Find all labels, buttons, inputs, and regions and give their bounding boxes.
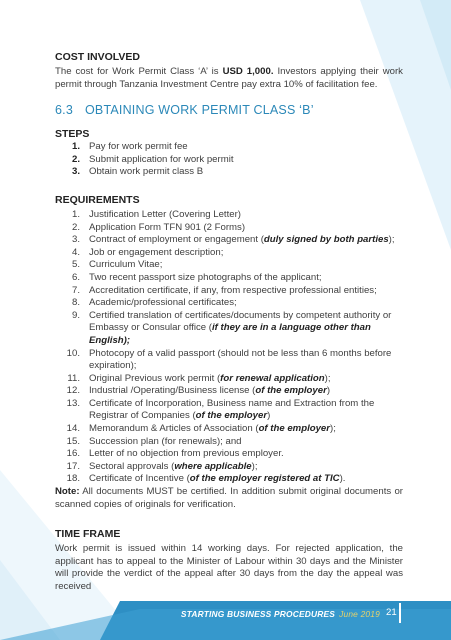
- requirement-text: Certificate of Incorporation, Business name and Extraction from the Registrar of Companies (: [89, 397, 375, 422]
- section-heading: OBTAINING WORK PERMIT CLASS ‘B’: [84, 103, 314, 118]
- requirement-text: Sectoral approvals (: [89, 460, 175, 472]
- cost-text-after: Investors applying their work permit through Tanzania Investment Centre pay extra 10% of facilitation fee.: [55, 66, 403, 90]
- step-item: [55, 166, 403, 179]
- timeframe-heading: TIME FRAME: [55, 528, 121, 541]
- note-text: All documents MUST be certified. In addition submit original documents or scanned copies of originals for verification.: [55, 486, 403, 510]
- step-item: [55, 154, 403, 167]
- step-text: Obtain work permit class B: [89, 166, 204, 178]
- requirement-item: [55, 423, 403, 436]
- timeframe-paragraph: Work permit is issued within 14 working days. For rejected application, the applicant has to appeal to the Minister of Labour within 30 days and the Minister will provide the verdict of the appeal after 30 days from the day the appeal was received: [55, 543, 403, 592]
- requirement-number: 17.: [66, 460, 80, 472]
- requirements-list: [55, 209, 403, 486]
- requirement-number: 10.: [66, 347, 80, 359]
- step-number: 1.: [71, 141, 80, 153]
- requirement-text: Contract of employment or engagement (: [89, 234, 264, 246]
- requirement-item: [55, 259, 403, 272]
- step-text: Pay for work permit fee: [89, 141, 188, 153]
- requirement-text-after: ): [267, 410, 271, 422]
- requirement-number: 6.: [71, 271, 80, 283]
- requirement-text-after: );: [324, 372, 331, 384]
- requirement-number: 12.: [66, 385, 80, 397]
- cost-text: The cost for Work Permit Class ‘A’ is: [55, 66, 223, 77]
- requirement-text: Certificate of Incentive (: [89, 473, 190, 485]
- requirement-text-after: );: [388, 234, 395, 246]
- requirement-item: [55, 398, 403, 423]
- requirement-emphasis: of the employer: [258, 423, 330, 435]
- requirement-number: 9.: [71, 309, 80, 321]
- requirement-text: Job or engagement description;: [89, 246, 224, 258]
- requirement-item: [55, 348, 403, 373]
- cost-amount: USD 1,000.: [222, 66, 274, 77]
- requirement-text: Certified translation of certificates/documents by competent authority or Embassy or Consular office (: [89, 309, 392, 334]
- requirement-item: [55, 234, 403, 247]
- requirement-text: Original Previous work permit (: [89, 372, 221, 384]
- cost-heading: COST INVOLVED: [55, 51, 140, 63]
- requirement-number: 16.: [66, 448, 80, 460]
- requirement-number: 1.: [71, 208, 80, 220]
- footer-title-text: STARTING BUSINESS PROCEDURES: [180, 609, 336, 619]
- requirement-emphasis: duly signed by both parties: [263, 234, 389, 246]
- requirement-number: 8.: [71, 297, 80, 309]
- footer-date: June 2019: [339, 609, 380, 619]
- step-text: Submit application for work permit: [89, 153, 234, 165]
- requirement-item: [55, 473, 403, 486]
- footer-title: [0, 609, 380, 619]
- footer-divider: [399, 603, 401, 623]
- requirement-text: Accreditation certificate, if any, from respective professional entities;: [89, 284, 377, 296]
- requirement-text-after: ): [326, 385, 331, 397]
- requirement-text: Photocopy of a valid passport (should not be less than 6 months before expiration);: [89, 347, 392, 372]
- footer-band: [0, 601, 451, 640]
- requirement-number: 7.: [71, 284, 80, 296]
- requirement-text-after: );: [330, 423, 336, 435]
- requirement-text: Memorandum & Articles of Association (: [89, 423, 259, 435]
- requirement-item: [55, 373, 403, 386]
- requirement-number: 13.: [66, 397, 80, 409]
- requirement-item: [55, 436, 403, 449]
- requirement-item: [55, 285, 403, 298]
- requirement-text-after: ).: [339, 473, 346, 485]
- requirement-emphasis: where applicable: [174, 460, 252, 472]
- requirement-emphasis: if they are in a language other than English);: [89, 322, 371, 346]
- requirement-number: 5.: [71, 259, 80, 271]
- requirement-number: 2.: [71, 221, 80, 233]
- note-label: Note:: [55, 486, 80, 498]
- requirement-text: Succession plan (for renewals); and: [89, 435, 242, 447]
- step-number: 2.: [71, 153, 80, 165]
- requirement-number: 14.: [66, 423, 80, 435]
- requirement-text: Application Form TFN 901 (2 Forms): [89, 221, 246, 233]
- requirement-emphasis: for renewal application: [220, 372, 325, 384]
- requirement-number: 15.: [66, 435, 80, 447]
- requirement-item: [55, 209, 403, 222]
- requirement-number: 11.: [67, 372, 80, 384]
- requirement-number: 18.: [66, 473, 80, 485]
- requirement-text-after: );: [251, 460, 258, 472]
- requirement-item: [55, 297, 403, 310]
- section-number: 6.3: [55, 103, 73, 118]
- steps-heading: STEPS: [55, 128, 90, 141]
- requirement-number: 4.: [71, 246, 80, 258]
- page-number: 21: [386, 607, 397, 618]
- section-title: [55, 103, 403, 117]
- requirement-text: Two recent passport size photographs of the applicant;: [89, 271, 322, 283]
- requirement-item: [55, 247, 403, 260]
- requirement-item: [55, 448, 403, 461]
- requirement-item: [55, 272, 403, 285]
- cost-paragraph: [55, 66, 403, 91]
- requirement-text: Academic/professional certificates;: [89, 297, 237, 309]
- requirement-emphasis: of the employer: [195, 410, 268, 422]
- requirement-text: Letter of no objection from previous employer.: [89, 448, 284, 460]
- requirement-number: 3.: [71, 234, 80, 246]
- document-body: [55, 50, 403, 594]
- requirements-note: [55, 486, 403, 511]
- requirement-item: [55, 461, 403, 474]
- step-item: [55, 141, 403, 154]
- requirements-heading: REQUIREMENTS: [55, 193, 140, 206]
- requirement-item: [55, 385, 403, 398]
- requirement-item: [55, 222, 403, 235]
- requirement-item: [55, 310, 403, 348]
- requirement-emphasis: of the employer registered at TIC: [189, 473, 340, 485]
- requirement-text: Justification Letter (Covering Letter): [89, 208, 241, 220]
- step-number: 3.: [71, 166, 80, 178]
- steps-list: [55, 141, 403, 179]
- requirement-text: Curriculum Vitae;: [89, 259, 163, 271]
- requirement-emphasis: of the employer: [255, 385, 327, 397]
- requirement-text: Industrial /Operating/Business license (: [89, 385, 256, 397]
